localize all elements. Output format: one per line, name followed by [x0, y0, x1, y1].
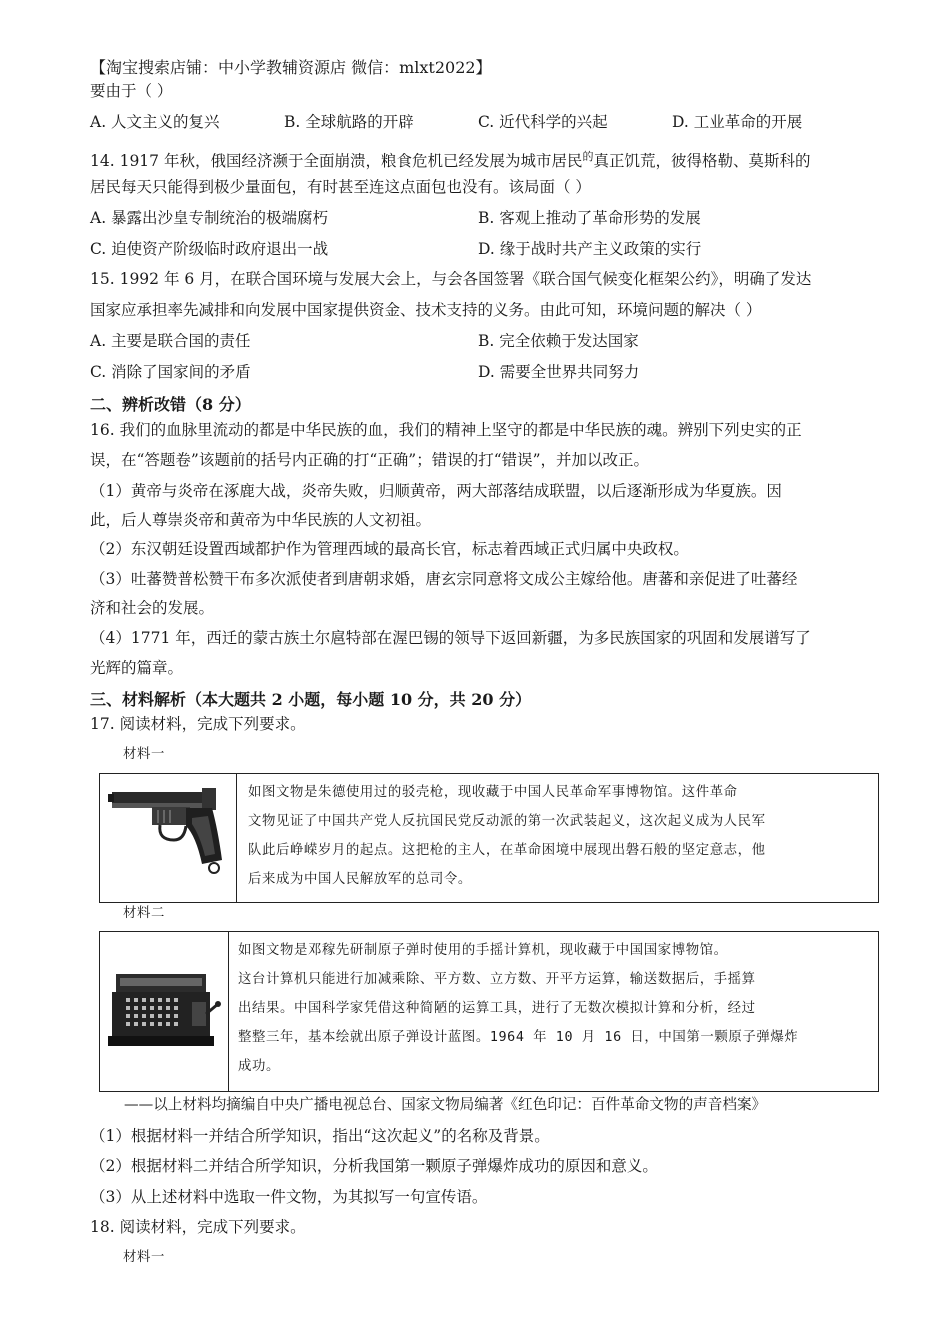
q17-item-1: （1）根据材料一并结合所学知识，指出“这次起义”的名称及背景。 [90, 1127, 550, 1145]
q14-stem-part2: 真正饥荒，彼得格勒、莫斯科的 [593, 152, 811, 170]
q14-stem-line2: 居民每天只能得到极少量面包，有时甚至连这点面包也没有。该局面（ ） [90, 178, 591, 196]
q16-item-3-line2: 济和社会的发展。 [90, 599, 215, 617]
q17-item-3: （3）从上述材料中选取一件文物，为其拟写一句宣传语。 [90, 1188, 488, 1206]
q16-item-3-line1: （3）吐蕃赞普松赞干布多次派使者到唐朝求婚，唐玄宗同意将文成公主嫁给他。唐蕃和亲促进了吐蕃经 [90, 570, 798, 588]
q16-item-2: （2）东汉朝廷设置西域都护作为管理西域的最高长官，标志着西域正式归属中央政权。 [90, 540, 689, 558]
q13-option-a: A. 人文主义的复兴 [90, 113, 220, 131]
material1-image-cell [100, 774, 237, 902]
material1-text [248, 774, 868, 894]
q14-option-a: A. 暴露出沙皇专制统治的极端腐朽 [90, 209, 329, 227]
material2-line: 整整三年，基本绘就出原子弹设计蓝图。1964 年 10 月 16 日，中国第一颗原子弹爆炸 [238, 1030, 799, 1045]
material1-line: 后来成为中国人民解放军的总司令。 [248, 872, 472, 887]
q13-stem-tail: 要由于（ ） [90, 82, 173, 100]
q16-stem-line2: 误，在“答题卷”该题前的括号内正确的打“正确”；错误的打“错误”，并加以改正。 [90, 451, 650, 469]
q15-option-b: B. 完全依赖于发达国家 [478, 332, 639, 350]
material2-line: 成功。 [238, 1059, 280, 1074]
q14-stem-superscript: 的 [582, 150, 594, 163]
material2-line: 这台计算机只能进行加减乘除、平方数、立方数、开平方运算，输送数据后，手摇算 [238, 972, 756, 987]
q13-option-d: D. 工业革命的开展 [672, 113, 803, 131]
material-source: ——以上材料均摘编自中央广播电视总台、国家文物局编著《红色印记：百件革命文物的声音档案》 [124, 1096, 767, 1113]
material2-line: 如图文物是邓稼先研制原子弹时使用的手摇计算机，现收藏于中国国家博物馆。 [238, 943, 728, 958]
material1-label: 材料一 [123, 747, 165, 762]
q14-option-b: B. 客观上推动了革命形势的发展 [478, 209, 701, 227]
section3-title: 三、材料解析（本大题共 2 小题，每小题 10 分，共 20 分） [90, 690, 532, 709]
material2-box [99, 931, 879, 1092]
q14-stem-part1: 14. 1917 年秋，俄国经济濒于全面崩溃，粮食危机已经发展为城市居民 [90, 152, 583, 170]
q15-stem-line2: 国家应承担率先减排和向发展中国家提供资金、技术支持的义务。由此可知，环境问题的解决（ ） [90, 301, 762, 319]
page-header: 【淘宝搜索店铺：中小学教辅资源店 微信：mlxt2022】 [90, 58, 492, 77]
material2-label: 材料二 [123, 906, 165, 921]
calculator-image [100, 932, 226, 1091]
q16-stem-line1: 16. 我们的血脉里流动的都是中华民族的血，我们的精神上坚守的都是中华民族的魂。辨别下列史实的正 [90, 421, 802, 439]
q17-stem: 17. 阅读材料，完成下列要求。 [90, 715, 306, 733]
q15-option-c: C. 消除了国家间的矛盾 [90, 363, 251, 381]
q17-item-2: （2）根据材料二并结合所学知识，分析我国第一颗原子弹爆炸成功的原因和意义。 [90, 1157, 658, 1175]
material1-line: 如图文物是朱德使用过的驳壳枪，现收藏于中国人民革命军事博物馆。这件革命 [248, 785, 738, 800]
material1-box [99, 773, 879, 903]
q13-option-b: B. 全球航路的开辟 [284, 113, 414, 131]
q13-option-c: C. 近代科学的兴起 [478, 113, 608, 131]
material2-line: 出结果。中国科学家凭借这种简陋的运算工具，进行了无数次模拟计算和分析，经过 [238, 1001, 756, 1016]
q15-option-d: D. 需要全世界共同努力 [478, 363, 640, 381]
q18-stem: 18. 阅读材料，完成下列要求。 [90, 1218, 306, 1236]
q16-item-1-line2: 此，后人尊崇炎帝和黄帝为中华民族的人文初祖。 [90, 511, 432, 529]
q18-material1-label: 材料一 [123, 1250, 165, 1265]
q16-item-4-line2: 光辉的篇章。 [90, 659, 184, 677]
q14-stem-line1 [90, 146, 810, 172]
q16-item-1-line1: （1）黄帝与炎帝在涿鹿大战，炎帝失败，归顺黄帝，两大部落结成联盟，以后逐渐形成为华夏族。因 [90, 482, 782, 500]
material1-line: 队此后峥嵘岁月的起点。这把枪的主人，在革命困境中展现出磐石般的坚定意志，他 [248, 843, 766, 858]
q16-item-4-line1: （4）1771 年，西迁的蒙古族土尔扈特部在渥巴锡的领导下返回新疆，为多民族国家的巩固和发展谱写了 [90, 629, 811, 647]
q15-option-a: A. 主要是联合国的责任 [90, 332, 251, 350]
pistol-image [100, 774, 234, 902]
q14-option-c: C. 迫使资产阶级临时政府退出一战 [90, 240, 329, 258]
q14-option-d: D. 缘于战时共产主义政策的实行 [478, 240, 702, 258]
material2-image-cell [100, 932, 229, 1091]
material1-line: 文物见证了中国共产党人反抗国民党反动派的第一次武装起义，这次起义成为人民军 [248, 814, 766, 829]
material2-text [238, 932, 868, 1081]
section2-title: 二、辨析改错（8 分） [90, 395, 251, 414]
q15-stem-line1: 15. 1992 年 6 月，在联合国环境与发展大会上，与会各国签署《联合国气候变化框架公约》，明确了发达 [90, 270, 812, 288]
